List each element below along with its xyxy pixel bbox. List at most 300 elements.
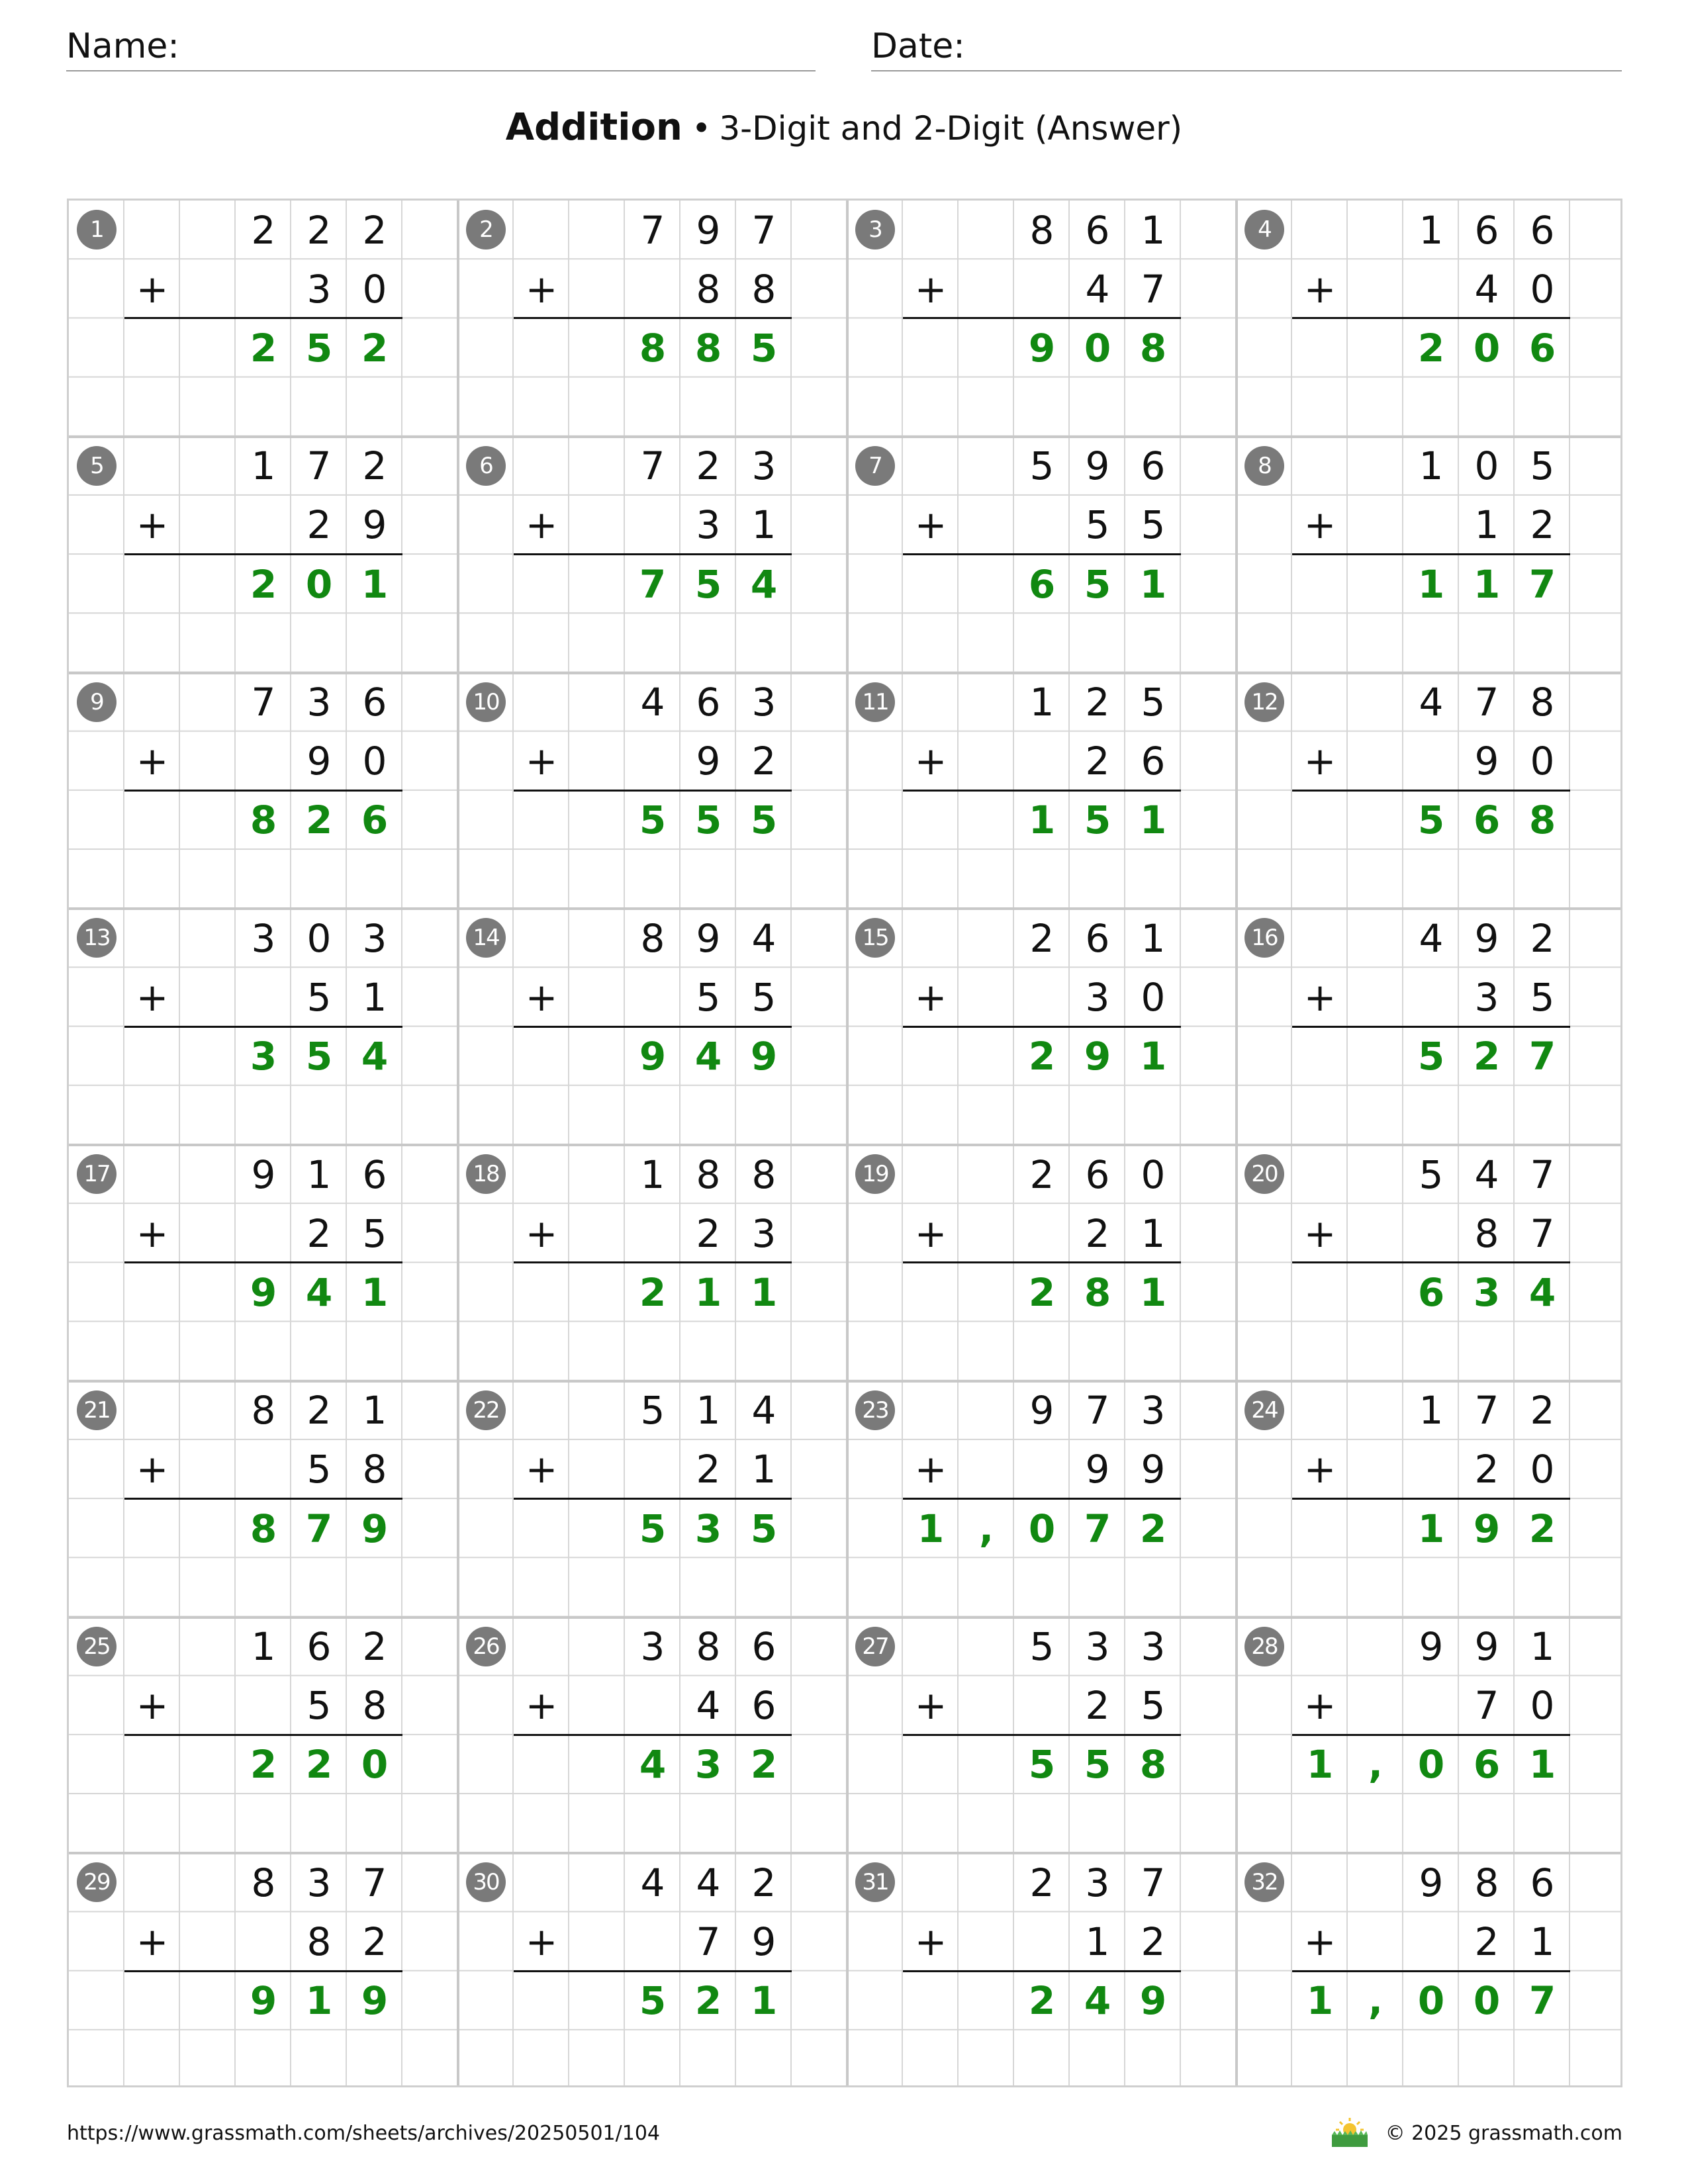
plus-sign: + [1303, 1210, 1336, 1256]
answer-digit: 0 [1417, 1978, 1445, 2024]
plus-sign: + [525, 266, 558, 312]
addend-digit: 8 [362, 1447, 387, 1492]
answer-digit: 2 [1028, 1269, 1056, 1315]
answer-digit: 1 [1417, 1506, 1445, 1551]
addend-digit: 8 [640, 915, 665, 961]
problem-number-badge: 18 [466, 1154, 506, 1194]
answer-digit: 2 [1028, 1034, 1056, 1079]
addend-digit: 1 [1530, 1624, 1555, 1669]
addend-digit: 8 [362, 1683, 387, 1729]
answer-digit: 1 [361, 1269, 389, 1315]
answer-digit: 7 [1528, 1978, 1556, 2024]
answer-digit: 6 [1473, 797, 1501, 843]
addend-digit: 9 [1419, 1624, 1444, 1669]
answer-digit: 8 [694, 325, 722, 371]
addend-digit: 8 [306, 1919, 332, 1964]
answer-digit: 5 [639, 797, 667, 843]
answer-digit: 7 [1528, 1034, 1556, 1079]
addend-digit: 7 [1141, 266, 1166, 312]
addend-digit: 2 [696, 443, 721, 489]
answer-digit: 3 [694, 1742, 722, 1788]
plus-sign: + [914, 739, 947, 784]
addend-digit: 8 [696, 1152, 721, 1197]
plus-sign: + [525, 1919, 558, 1964]
addend-digit: 2 [1530, 1388, 1555, 1433]
plus-sign: + [914, 1210, 947, 1256]
addend-digit: 7 [1530, 1210, 1555, 1256]
answer-digit: 1 [750, 1269, 778, 1315]
answer-digit: 9 [639, 1034, 667, 1079]
problem-number-badge: 29 [77, 1862, 117, 1902]
answer-digit: 5 [1417, 1034, 1445, 1079]
answer-digit: 0 [1473, 1978, 1501, 2024]
addend-digit: 7 [1085, 1388, 1110, 1433]
answer-digit: 2 [1417, 325, 1445, 371]
plus-sign: + [1303, 1683, 1336, 1729]
problem-number-badge: 30 [466, 1862, 506, 1902]
answer-digit: 3 [250, 1034, 277, 1079]
problem-number-badge: 1 [77, 210, 117, 250]
addend-digit: 7 [362, 1860, 387, 1905]
addend-digit: 2 [306, 207, 332, 253]
addend-digit: 8 [1474, 1860, 1499, 1905]
addend-digit: 4 [1085, 266, 1110, 312]
problem-number-badge: 25 [77, 1627, 117, 1666]
addend-digit: 9 [1474, 1624, 1499, 1669]
addend-digit: 0 [1530, 1447, 1555, 1492]
block-divider [1235, 201, 1238, 2085]
addend-digit: 4 [640, 1860, 665, 1905]
answer-digit: 6 [1473, 1742, 1501, 1788]
name-label: Name: [66, 26, 179, 66]
addend-digit: 1 [751, 502, 776, 548]
addend-digit: 8 [751, 1152, 776, 1197]
answer-digit: 5 [305, 325, 333, 371]
answer-digit: 9 [1473, 1506, 1501, 1551]
addend-digit: 7 [1474, 1388, 1499, 1433]
addend-digit: 0 [362, 739, 387, 784]
addend-digit: 5 [751, 974, 776, 1020]
addend-digit: 2 [1085, 739, 1110, 784]
addend-digit: 4 [696, 1860, 721, 1905]
plus-sign: + [1303, 266, 1336, 312]
plus-sign: + [914, 502, 947, 548]
addend-digit: 8 [1029, 207, 1055, 253]
addend-digit: 2 [362, 207, 387, 253]
addend-digit: 2 [696, 1210, 721, 1256]
addend-digit: 2 [306, 502, 332, 548]
addend-digit: 5 [1141, 502, 1166, 548]
answer-digit: 4 [1528, 1269, 1556, 1315]
answer-digit: 5 [639, 1506, 667, 1551]
addend-digit: 3 [751, 443, 776, 489]
problem-number-badge: 7 [855, 446, 895, 486]
addend-digit: 5 [1141, 1683, 1166, 1729]
plus-sign: + [136, 739, 169, 784]
addend-digit: 8 [251, 1860, 276, 1905]
addend-digit: 8 [696, 266, 721, 312]
addend-digit: 3 [751, 1210, 776, 1256]
addend-digit: 5 [696, 974, 721, 1020]
addend-digit: 3 [1474, 974, 1499, 1020]
answer-digit: 9 [250, 1269, 277, 1315]
addend-digit: 0 [1530, 1683, 1555, 1729]
answer-digit: 4 [1084, 1978, 1111, 2024]
answer-digit: 2 [250, 325, 277, 371]
problem-number-badge: 32 [1244, 1862, 1284, 1902]
addend-digit: 9 [696, 739, 721, 784]
addend-digit: 3 [751, 680, 776, 725]
problem-number-badge: 20 [1244, 1154, 1284, 1194]
addend-digit: 6 [751, 1624, 776, 1669]
answer-digit: 1 [1139, 1269, 1167, 1315]
answer-digit: 7 [639, 561, 667, 607]
answer-digit: 0 [305, 561, 333, 607]
addend-digit: 0 [306, 915, 332, 961]
addend-digit: 7 [306, 443, 332, 489]
addend-digit: 7 [696, 1919, 721, 1964]
answer-digit: 4 [639, 1742, 667, 1788]
addend-digit: 9 [1085, 1447, 1110, 1492]
addend-digit: 1 [251, 1624, 276, 1669]
addend-digit: 3 [640, 1624, 665, 1669]
addend-digit: 6 [362, 1152, 387, 1197]
plus-sign: + [525, 502, 558, 548]
addend-digit: 2 [251, 207, 276, 253]
addend-digit: 5 [1085, 502, 1110, 548]
answer-digit: 5 [1417, 797, 1445, 843]
answer-digit: 2 [1028, 1978, 1056, 2024]
plus-sign: + [525, 739, 558, 784]
plus-sign: + [914, 1447, 947, 1492]
answer-digit: 9 [1084, 1034, 1111, 1079]
plus-sign: + [1303, 1447, 1336, 1492]
problem-grid [67, 199, 1622, 2087]
addend-digit: 1 [1141, 207, 1166, 253]
answer-digit: 5 [1084, 797, 1111, 843]
addend-digit: 1 [1419, 443, 1444, 489]
answer-digit: 7 [1084, 1506, 1111, 1551]
addend-digit: 5 [1029, 443, 1055, 489]
addend-digit: 9 [696, 207, 721, 253]
addend-digit: 0 [1474, 443, 1499, 489]
addend-digit: 2 [751, 739, 776, 784]
answer-digit: 3 [694, 1506, 722, 1551]
addend-digit: 7 [751, 207, 776, 253]
name-field[interactable] [66, 25, 816, 71]
answer-digit: 5 [750, 1506, 778, 1551]
block-divider [846, 201, 849, 2085]
addend-digit: 5 [1029, 1624, 1055, 1669]
answer-digit: 9 [1139, 1978, 1167, 2024]
answer-digit: 2 [250, 1742, 277, 1788]
addend-digit: 1 [362, 974, 387, 1020]
addend-digit: 4 [1474, 266, 1499, 312]
addend-digit: 3 [1085, 1860, 1110, 1905]
addend-digit: 2 [1085, 1683, 1110, 1729]
problem-number-badge: 26 [466, 1627, 506, 1666]
answer-digit: 9 [1028, 325, 1056, 371]
problem-number-badge: 3 [855, 210, 895, 250]
answer-digit: 8 [1139, 325, 1167, 371]
problem-number-badge: 11 [855, 682, 895, 722]
answer-digit: , [1368, 1978, 1383, 2024]
plus-sign: + [525, 974, 558, 1020]
answer-digit: 1 [1306, 1978, 1334, 2024]
addend-digit: 2 [1474, 1447, 1499, 1492]
answer-digit: 1 [917, 1506, 945, 1551]
answer-digit: 8 [1084, 1269, 1111, 1315]
addend-digit: 6 [306, 1624, 332, 1669]
problem-number-badge: 6 [466, 446, 506, 486]
addend-digit: 9 [1085, 443, 1110, 489]
answer-digit: 5 [1084, 561, 1111, 607]
addend-digit: 1 [1085, 1919, 1110, 1964]
addend-digit: 5 [1419, 1152, 1444, 1197]
date-label: Date: [871, 26, 965, 66]
answer-digit: 8 [639, 325, 667, 371]
problem-number-badge: 12 [1244, 682, 1284, 722]
answer-digit: 7 [305, 1506, 333, 1551]
problem-number-badge: 24 [1244, 1390, 1284, 1430]
answer-digit: 8 [1528, 797, 1556, 843]
addend-digit: 2 [1085, 1210, 1110, 1256]
plus-sign: + [525, 1447, 558, 1492]
addend-digit: 9 [362, 502, 387, 548]
addend-digit: 6 [1085, 1152, 1110, 1197]
plus-sign: + [914, 1919, 947, 1964]
addend-digit: 5 [306, 1447, 332, 1492]
addend-digit: 2 [751, 1860, 776, 1905]
addend-digit: 4 [1419, 680, 1444, 725]
addend-digit: 2 [1530, 915, 1555, 961]
addend-digit: 3 [362, 915, 387, 961]
answer-digit: 4 [361, 1034, 389, 1079]
answer-digit: 2 [250, 561, 277, 607]
addend-digit: 2 [362, 1919, 387, 1964]
plus-sign: + [136, 1919, 169, 1964]
addend-digit: 9 [1029, 1388, 1055, 1433]
answer-digit: 0 [361, 1742, 389, 1788]
addend-digit: 6 [1530, 207, 1555, 253]
addend-digit: 7 [1530, 1152, 1555, 1197]
date-field[interactable] [871, 25, 1622, 71]
addend-digit: 1 [1141, 1210, 1166, 1256]
answer-digit: 6 [361, 797, 389, 843]
answer-digit: 4 [694, 1034, 722, 1079]
addend-digit: 5 [362, 1210, 387, 1256]
answer-digit: 1 [1028, 797, 1056, 843]
problem-number-badge: 27 [855, 1627, 895, 1666]
addend-digit: 2 [1474, 1919, 1499, 1964]
addend-digit: 3 [1085, 974, 1110, 1020]
addend-digit: 0 [1141, 1152, 1166, 1197]
addend-digit: 3 [1141, 1388, 1166, 1433]
addend-digit: 8 [696, 1624, 721, 1669]
answer-digit: 2 [305, 797, 333, 843]
problem-number-badge: 23 [855, 1390, 895, 1430]
addend-digit: 9 [1474, 739, 1499, 784]
addend-digit: 5 [640, 1388, 665, 1433]
addend-digit: 9 [1474, 915, 1499, 961]
addend-digit: 2 [362, 443, 387, 489]
addend-digit: 3 [251, 915, 276, 961]
addend-digit: 1 [1530, 1919, 1555, 1964]
answer-digit: 4 [305, 1269, 333, 1315]
plus-sign: + [525, 1210, 558, 1256]
problem-number-badge: 16 [1244, 918, 1284, 958]
addend-digit: 7 [1474, 1683, 1499, 1729]
addend-digit: 6 [1085, 207, 1110, 253]
footer-copyright: © 2025 grassmath.com [1385, 2122, 1622, 2145]
addend-digit: 7 [1474, 680, 1499, 725]
addend-digit: 2 [1029, 1860, 1055, 1905]
addend-digit: 3 [1141, 1624, 1166, 1669]
addend-digit: 6 [1530, 1860, 1555, 1905]
answer-digit: 0 [1028, 1506, 1056, 1551]
answer-digit: 1 [1139, 561, 1167, 607]
title-main: Addition [505, 106, 682, 149]
answer-digit: 1 [1473, 561, 1501, 607]
answer-digit: 9 [361, 1978, 389, 2024]
addend-digit: 1 [1474, 502, 1499, 548]
answer-digit: 9 [250, 1978, 277, 2024]
addend-digit: 1 [751, 1447, 776, 1492]
addend-digit: 5 [1530, 443, 1555, 489]
answer-digit: 1 [1139, 1034, 1167, 1079]
addend-digit: 2 [1029, 915, 1055, 961]
addend-digit: 9 [751, 1919, 776, 1964]
addend-digit: 0 [1530, 266, 1555, 312]
answer-digit: 8 [1139, 1742, 1167, 1788]
addend-digit: 9 [1141, 1447, 1166, 1492]
addend-digit: 7 [251, 680, 276, 725]
addend-digit: 1 [1419, 1388, 1444, 1433]
addend-digit: 6 [1141, 443, 1166, 489]
addend-digit: 5 [306, 1683, 332, 1729]
answer-digit: 2 [639, 1269, 667, 1315]
answer-digit: 2 [1139, 1506, 1167, 1551]
title-bullet: • [691, 109, 712, 148]
addend-digit: 2 [1085, 680, 1110, 725]
addend-digit: 6 [751, 1683, 776, 1729]
plus-sign: + [1303, 739, 1336, 784]
addend-digit: 8 [1474, 1210, 1499, 1256]
problem-number-badge: 14 [466, 918, 506, 958]
addend-digit: 9 [1419, 1860, 1444, 1905]
addend-digit: 4 [751, 1388, 776, 1433]
problem-number-badge: 28 [1244, 1627, 1284, 1666]
answer-digit: 5 [1028, 1742, 1056, 1788]
answer-digit: 1 [1306, 1742, 1334, 1788]
answer-digit: 7 [1528, 561, 1556, 607]
answer-digit: 2 [305, 1742, 333, 1788]
answer-digit: 2 [1528, 1506, 1556, 1551]
answer-digit: 6 [1417, 1269, 1445, 1315]
problem-number-badge: 31 [855, 1862, 895, 1902]
addend-digit: 6 [696, 680, 721, 725]
answer-digit: 5 [750, 797, 778, 843]
answer-digit: 1 [361, 561, 389, 607]
addend-digit: 1 [1029, 680, 1055, 725]
addend-digit: 5 [1530, 974, 1555, 1020]
answer-digit: 0 [1084, 325, 1111, 371]
answer-digit: 1 [750, 1978, 778, 2024]
answer-digit: 2 [694, 1978, 722, 2024]
addend-digit: 4 [751, 915, 776, 961]
addend-digit: 5 [306, 974, 332, 1020]
addend-digit: 3 [1085, 1624, 1110, 1669]
plus-sign: + [1303, 502, 1336, 548]
plus-sign: + [136, 1683, 169, 1729]
plus-sign: + [914, 1683, 947, 1729]
footer-url[interactable]: https://www.grassmath.com/sheets/archives/20250501/104 [67, 2122, 661, 2145]
addend-digit: 1 [1419, 207, 1444, 253]
answer-digit: 5 [1084, 1742, 1111, 1788]
addend-digit: 1 [696, 1388, 721, 1433]
answer-digit: 2 [750, 1742, 778, 1788]
plus-sign: + [914, 974, 947, 1020]
addend-digit: 4 [1419, 915, 1444, 961]
problem-number-badge: 22 [466, 1390, 506, 1430]
answer-digit: 5 [694, 561, 722, 607]
problem-number-badge: 21 [77, 1390, 117, 1430]
answer-digit: 1 [1528, 1742, 1556, 1788]
addend-digit: 9 [696, 915, 721, 961]
addend-digit: 2 [306, 1210, 332, 1256]
addend-digit: 6 [1141, 739, 1166, 784]
addend-digit: 2 [1029, 1152, 1055, 1197]
answer-digit: 6 [1028, 561, 1056, 607]
problem-number-badge: 2 [466, 210, 506, 250]
addend-digit: 3 [306, 266, 332, 312]
problem-number-badge: 8 [1244, 446, 1284, 486]
answer-digit: , [1368, 1742, 1383, 1788]
addend-digit: 7 [640, 443, 665, 489]
addend-digit: 7 [1141, 1860, 1166, 1905]
plus-sign: + [1303, 1919, 1336, 1964]
problem-number-badge: 4 [1244, 210, 1284, 250]
worksheet-title [0, 105, 1688, 152]
problem-number-badge: 19 [855, 1154, 895, 1194]
addend-digit: 0 [1141, 974, 1166, 1020]
addend-digit: 1 [251, 443, 276, 489]
addend-digit: 1 [306, 1152, 332, 1197]
answer-digit: 4 [750, 561, 778, 607]
addend-digit: 8 [251, 1388, 276, 1433]
problem-number-badge: 13 [77, 918, 117, 958]
addend-digit: 0 [1530, 739, 1555, 784]
addend-digit: 9 [306, 739, 332, 784]
problem-number-badge: 15 [855, 918, 895, 958]
answer-digit: 2 [361, 325, 389, 371]
title-subtitle: 3-Digit and 2-Digit (Answer) [719, 109, 1183, 148]
addend-digit: 4 [696, 1683, 721, 1729]
plus-sign: + [914, 266, 947, 312]
answer-digit: 5 [305, 1034, 333, 1079]
addend-digit: 7 [640, 207, 665, 253]
plus-sign: + [136, 502, 169, 548]
answer-digit: 1 [694, 1269, 722, 1315]
addend-digit: 3 [696, 502, 721, 548]
addend-digit: 8 [751, 266, 776, 312]
answer-digit: 8 [250, 1506, 277, 1551]
addend-digit: 2 [696, 1447, 721, 1492]
answer-digit: 0 [1473, 325, 1501, 371]
addend-digit: 6 [1474, 207, 1499, 253]
answer-digit: 1 [1417, 561, 1445, 607]
answer-digit: 9 [361, 1506, 389, 1551]
